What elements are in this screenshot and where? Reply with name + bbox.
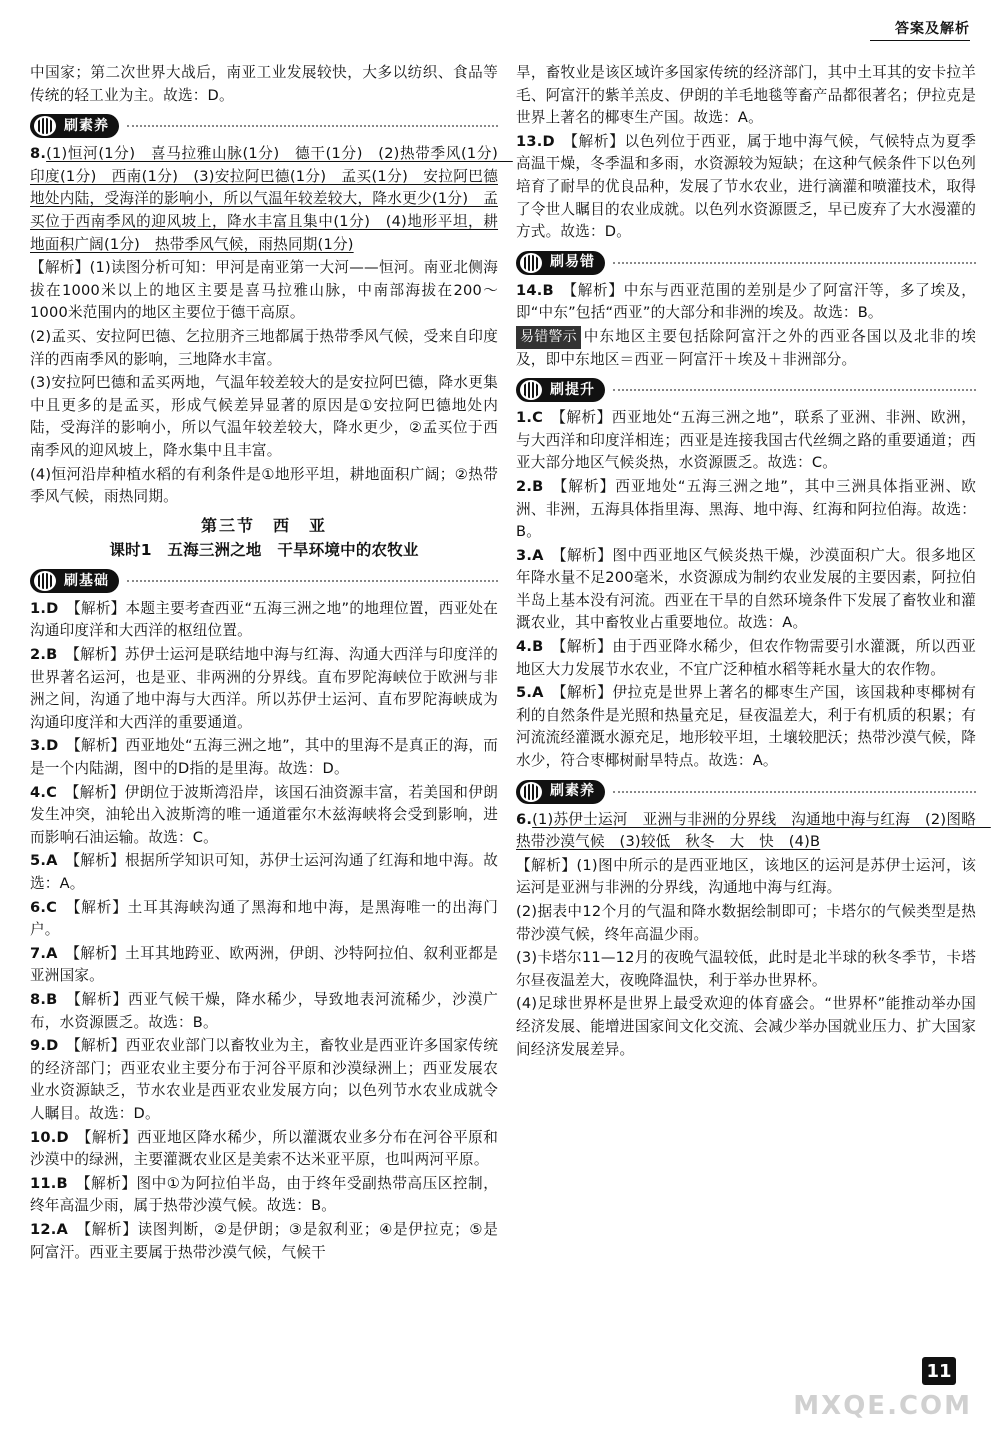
section-banner: 刷基础 <box>30 568 498 594</box>
answer-item: 1.C 【解析】西亚地处“五海三洲之地”，联系了亚洲、非洲、欧洲，与大西洋和印度洋相连；西亚是连接我国古代丝绸之路的重要通道；西亚大部分地区气候炎热，水资源匮乏。故选：C。 <box>516 409 976 472</box>
brush-icon <box>34 571 56 591</box>
page-number: 11 <box>922 1357 956 1385</box>
answer-item: 12.A 【解析】读图判断，②是伊朗；③是叙利亚；④是伊拉克；⑤是阿富汗。西亚主要属于热带沙漠气候，气候干 <box>30 1220 499 1261</box>
analysis-paragraph: (2)据表中12个月的气温和降水数据绘制即可；卡塔尔的气候类型是热带沙漠气候，终年高温少雨。 <box>516 903 976 943</box>
section-title: 第三节 西 亚 <box>200 515 327 535</box>
header-rule <box>870 40 970 41</box>
brush-icon <box>34 116 56 136</box>
section-banner: 刷易错 <box>516 250 976 276</box>
answer-item: 5.A 【解析】伊拉克是世界上著名的椰枣生产国，该国栽种枣椰树有利的自然条件是光照和热量充足，昼夜温差大，利于有机质的积累；有河流流经灌溉水源充足，地形较平坦，土壤较肥沃；热带沙漠气候，降水少，符合枣椰树耐旱特点。故选：A。 <box>516 684 976 770</box>
answer-item: 4.B 【解析】由于西亚降水稀少，但农作物需要引水灌溉，所以西亚地区大力发展节水农业，不宜广泛种植水稻等耗水量大的农作物。 <box>516 638 976 678</box>
answer-item: 7.A 【解析】土耳其地跨亚、欧两洲，伊朗、沙特阿拉伯、叙利亚都是亚洲国家。 <box>30 944 498 985</box>
brush-icon <box>520 782 542 802</box>
answer-item: 14.B 【解析】中东与西亚范围的差别是少了阿富汗等，多了埃及，即“中东”包括“西亚”的大部分和非洲的埃及。故选：B。 <box>516 281 976 322</box>
answer-item: 2.B 【解析】苏伊士运河是联结地中海与红海、沟通大西洋与印度洋的世界著名运河，也是亚、非两洲的分界线。直布罗陀海峡位于欧洲与非洲之间，沟通了地中海与大西洋。所以苏伊士运河、直布罗陀海峡成为沟通印度洋和大西洋的重要通道。 <box>30 646 498 731</box>
right-column <box>516 62 991 1062</box>
intro-text: 中国家；第二次世界大战后，南亚工业发展较快，大多以纺织、食品等传统的轻工业为主。故选：D。 <box>30 64 498 104</box>
answer-8: 8.(1)恒河(1分) 喜马拉雅山脉(1分) 德干(1分) (2)热带季风(1分) 印度(1分) 西南(1分) (3)安拉阿巴德(1分) 孟买(1分) 安拉阿巴德地处内陆，受海洋的影响小，所以气温年较差较大，降水更少(1分) 孟买位于西南季风的迎风坡上，降水丰富且集中(1分) (4)地形平坦，耕地面积广阔(1分) 热带季风气候，雨热同期(1分) <box>30 145 513 253</box>
answer-item: 3.A 【解析】图中西亚地区气候炎热干燥，沙漠面积广大。很多地区年降水量不足200毫米，水资源成为制约农业发展的主要因素，阿拉伯半岛上基本没有河流。西亚在干旱的自然环境条件下发展了畜牧业和灌溉农业，其中畜牧业占重要地位。故选：A。 <box>516 546 976 632</box>
answer-6: 6.(1)苏伊士运河 亚洲与非洲的分界线 沟通地中海与红海 (2)图略 热带沙漠气候 (3)较低 秋冬 大 快 (4)B <box>516 810 991 851</box>
answer-item: 3.D 【解析】西亚地处“五海三洲之地”，其中的里海不是真正的海，而是一个内陆湖，图中的D指的是里海。故选：D。 <box>30 737 499 778</box>
answer-list <box>30 598 498 1264</box>
brush-icon <box>520 380 542 400</box>
left-column <box>30 62 513 1265</box>
answer-item: 5.A 【解析】根据所学知识可知，苏伊士运河沟通了红海和地中海。故选：A。 <box>30 852 498 892</box>
answer-item: 8.B 【解析】西亚气候干燥，降水稀少，导致地表河流稀少，沙漠广布，水资源匮乏。故选：B。 <box>30 990 498 1031</box>
analysis-paragraph: (4)足球世界杯是世界上最受欢迎的体育盛会。“世界杯”能推动举办国经济发展、能增进国家间文化交流、会减少举办国就业压力、扩大国家间经济发展差异。 <box>516 995 976 1058</box>
analysis-paragraph: (4)恒河沿岸种植水稻的有利条件是①地形平坦，耕地面积广阔；②热带季风气候，雨热同期。 <box>30 465 498 506</box>
analysis-paragraph: 【解析】(1)图中所示的是西亚地区，该地区的运河是苏伊士运河，该运河是亚洲与非洲的分界线，沟通地中海与红海。 <box>516 856 976 897</box>
analysis-paragraph: 【解析】(1)读图分析可知：甲河是南亚第一大河——恒河。南亚北侧海拔在1000米以上的地区主要是喜马拉雅山脉，中南部海拔在200～1000米范围内的地区主要位于德干高原。 <box>30 259 498 322</box>
intro-text: 旱，畜牧业是该区域许多国家传统的经济部门，其中土耳其的安卡拉羊毛、阿富汗的紫羊羔皮、伊朗的羊毛地毯等畜产品都很著名；伊拉克是世界上著名的椰枣生产国。故选：A。 <box>516 64 976 127</box>
answer-item: 1.D 【解析】本题主要考查西亚“五海三洲之地”的地理位置，西亚处在沟通印度洋和大西洋的枢纽位置。 <box>30 599 499 640</box>
section-banner: 刷提升 <box>516 377 976 403</box>
analysis-paragraph: (3)安拉阿巴德和孟买两地，气温年较差较大的是安拉阿巴德，降水更集中且更多的是孟买，形成气候差异显著的原因是①安拉阿巴德地处内陆，受海洋的影响小，所以气温年较差较大，降水更少，②孟买位于西南季风的迎风坡上，降水集中且丰富。 <box>30 374 498 459</box>
answer-item: 9.D 【解析】西亚农业部门以畜牧业为主，畜牧业是西亚许多国家传统的经济部门；西亚农业主要分布于河谷平原和沙漠绿洲上；西亚发展农业水资源缺乏，节水农业是西亚农业发展方向；以色列节水农业成就令人瞩目。故选：D。 <box>30 1037 498 1122</box>
answer-item: 13.D 【解析】以色列位于西亚，属于地中海气候，气候特点为夏季高温干燥，冬季温和多雨，水资源较为短缺；在这种气候条件下以色列培育了耐旱的优良品种，发展了节水农业，进行滴灌和喷灌技术，取得了令世人瞩目的农业成就。以色列水资源匮乏，早已废弃了大水漫灌的方式。故选：D。 <box>516 132 977 241</box>
watermark-text: MXQE.COM <box>793 1391 972 1421</box>
answer-item: 2.B 【解析】西亚地处“五海三洲之地”，其中三洲具体指亚洲、欧洲、非洲，五海具体指里海、黑海、地中海、红海和阿拉伯海。故选：B。 <box>516 477 976 541</box>
brush-icon <box>520 253 542 273</box>
section-banner: 刷素养 <box>30 113 498 139</box>
running-header: 答案及解析 <box>895 21 970 37</box>
answer-item: 10.D 【解析】西亚地区降水稀少，所以灌溉农业多分布在河谷平原和沙漠中的绿洲，主要灌溉农业区是美索不达米亚平原，也叫两河平原。 <box>30 1128 498 1169</box>
answer-item: 11.B 【解析】图中①为阿拉伯半岛，由于终年受副热带高压区控制，终年高温少雨，属于热带沙漠气候。故选：B。 <box>30 1174 498 1215</box>
section-banner: 刷素养 <box>516 779 976 805</box>
error-warning: 易错警示 中东地区主要包括除阿富汗之外的西亚各国以及北非的埃及，即中东地区＝西亚－阿富汗＋埃及＋非洲部分。 <box>516 327 976 368</box>
answer-item: 6.C 【解析】土耳其海峡沟通了黑海和地中海，是黑海唯一的出海门户。 <box>30 898 498 939</box>
lesson-title: 课时1 五海三洲之地 干旱环境中的农牧业 <box>109 541 419 560</box>
analysis-paragraph: (2)孟买、安拉阿巴德、乞拉朋齐三地都属于热带季风气候，受来自印度洋的西南季风的影响，三地降水丰富。 <box>30 327 498 368</box>
answer-item: 4.C 【解析】伊朗位于波斯湾沿岸，该国石油资源丰富，若美国和伊朗发生冲突，油轮出入波斯湾的唯一通道霍尔木兹海峡将会受到影响，进而影响石油运输。故选：C。 <box>30 783 498 846</box>
warning-label: 易错警示 <box>516 326 581 349</box>
analysis-paragraph: (3)卡塔尔11—12月的夜晚气温较低，此时是北半球的秋冬季节，卡塔尔昼夜温差大，夜晚降温快，利于举办世界杯。 <box>516 949 976 989</box>
